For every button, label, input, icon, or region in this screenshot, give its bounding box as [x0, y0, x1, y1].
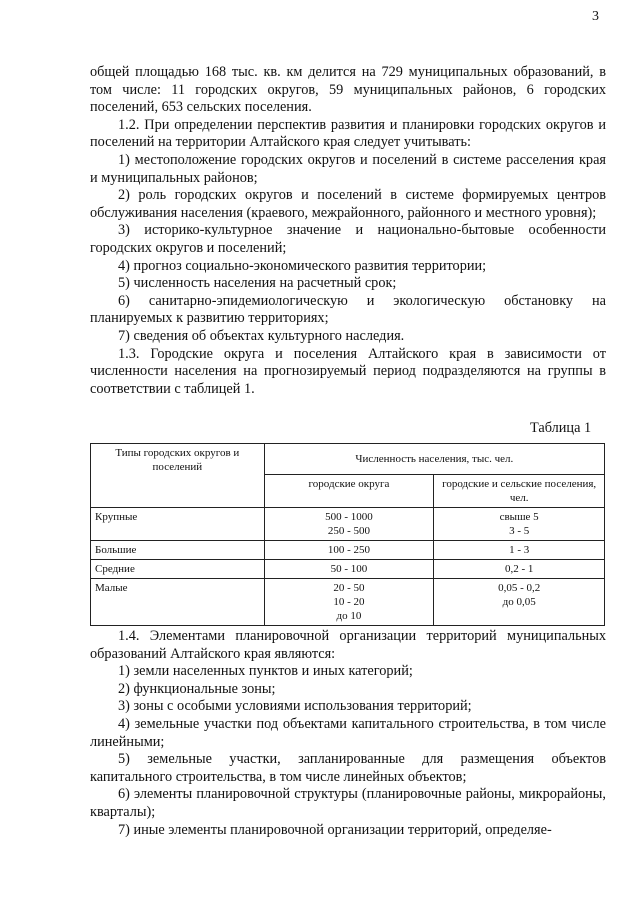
population-table — [90, 443, 605, 626]
cell-value: до 10 — [336, 610, 362, 622]
paragraph: общей площадью 168 тыс. кв. км делится на 729 муниципальных образований, в том числе: 11 городских округов, 59 муниципальных районов, 6 городских поселений, 653 сельских поселения. — [90, 64, 606, 116]
page-number: 3 — [592, 9, 599, 24]
cell-value: 0,05 - 0,2 — [498, 582, 541, 594]
cell-value: 250 - 500 — [327, 525, 371, 537]
paragraph: 4) земельные участки под объектами капитального строительства, в том числе линейными; — [90, 715, 606, 750]
cell-value: 10 - 20 — [333, 596, 365, 608]
cell-settlements — [434, 508, 605, 541]
paragraph: 2) функциональные зоны; — [118, 680, 276, 697]
header-population: Численность населения, тыс. чел. — [264, 444, 604, 475]
paragraph: 3) зоны с особыми условиями использования территорий; — [118, 698, 472, 715]
cell-value: 3 - 5 — [509, 525, 530, 537]
cell-settlements — [434, 560, 605, 579]
paragraph: 5) земельные участки, запланированные для размещения объектов капитального строительства, в том числе линейных объектов; — [90, 751, 606, 785]
table-row — [91, 579, 605, 626]
cell-value: свыше 5 — [499, 511, 539, 523]
paragraph: 7) иные элементы планировочной организации территорий, определяе- — [118, 821, 552, 838]
cell-settlements — [434, 579, 605, 626]
text-block-intro — [90, 64, 606, 398]
table-row — [91, 541, 605, 560]
cell-type: Большие — [91, 541, 265, 560]
paragraph: 4) прогноз социально-экономического развития территории; — [118, 257, 487, 274]
cell-value: 20 - 50 — [333, 582, 365, 594]
table-row — [91, 560, 605, 579]
header-settlements: городские и сельские поселения, чел. — [434, 475, 605, 508]
cell-type: Средние — [91, 560, 265, 579]
paragraph: 3) историко-культурное значение и национально-бытовые особенности городских округов и поселений; — [90, 222, 606, 256]
paragraph: 1) земли населенных пунктов и иных категорий; — [118, 663, 413, 680]
cell-value: 1 - 3 — [509, 544, 530, 556]
cell-urban — [264, 560, 434, 579]
paragraph: 2) роль городских округов и поселений в системе формируемых центров обслуживания населения (краевого, межрайонного, районного и местного уровня); — [90, 187, 606, 221]
paragraph: 7) сведения об объектах культурного наследия. — [118, 327, 405, 344]
cell-value: до 0,05 — [502, 596, 536, 608]
cell-urban — [264, 508, 434, 541]
cell-type: Малые — [91, 579, 265, 626]
paragraph: 6) санитарно-эпидемиологическую и экологическую обстановку на планируемых к развитию территориях; — [90, 292, 606, 327]
paragraph: 5) численность населения на расчетный срок; — [118, 275, 397, 292]
paragraph: 1) местоположение городских округов и поселений в системе расселения края и муниципальных районов; — [90, 151, 606, 186]
cell-settlements — [434, 541, 605, 560]
cell-urban — [264, 579, 434, 626]
cell-urban — [264, 541, 434, 560]
table-caption: Таблица 1 — [530, 420, 592, 436]
cell-value: 100 - 250 — [327, 544, 371, 556]
cell-value: 50 - 100 — [330, 563, 368, 575]
cell-value: 500 - 1000 — [325, 511, 373, 523]
cell-value: 0,2 - 1 — [504, 563, 534, 575]
paragraph: 1.3. Городские округа и поселения Алтайского края в зависимости от численности населения на прогнозируемый период подразделяются на группы в соответствии с таблицей 1. — [90, 345, 606, 397]
text-block-elements — [90, 628, 606, 839]
paragraph: 6) элементы планировочной структуры (планировочные районы, микрорайоны, кварталы); — [90, 786, 606, 820]
cell-type: Крупные — [91, 508, 265, 541]
paragraph: 1.2. При определении перспектив развития и планировки городских округов и поселений на территории Алтайского края следует учитывать: — [90, 116, 606, 151]
paragraph: 1.4. Элементами планировочной организации территорий муниципальных образований Алтайского края являются: — [90, 628, 606, 662]
header-type: Типы городских округов и поселений — [91, 444, 265, 508]
header-urban: городские округа — [264, 475, 434, 508]
table-row — [91, 508, 605, 541]
